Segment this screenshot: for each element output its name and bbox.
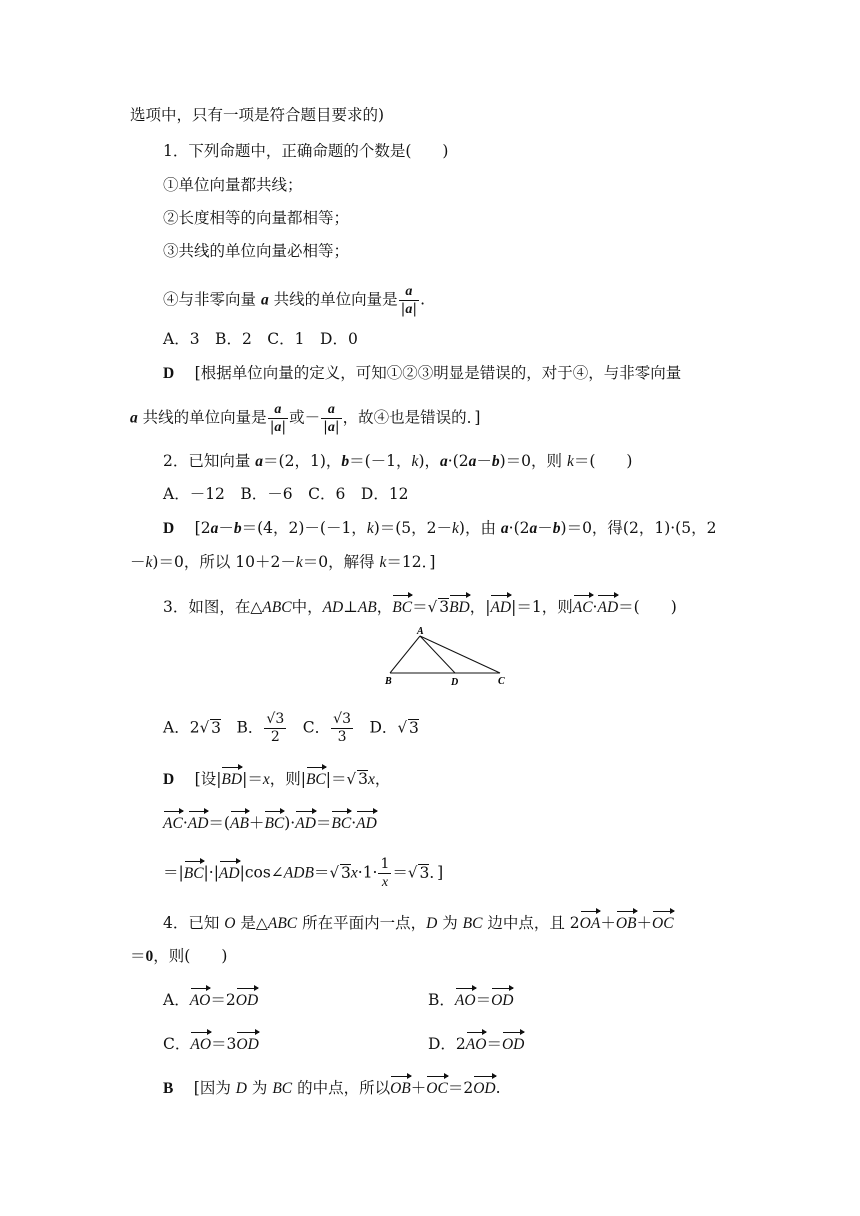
q2-stem: 2．已知向量 a＝(2，1)，b＝(－1，k)，a·(2a－b)＝0，则 k＝( ) [163,452,633,470]
q3-answer: D [163,771,175,788]
q1-statement-2: ②长度相等的向量都相等； [163,209,350,227]
fraction: $\frac{a}{|a|}$ [400,284,418,317]
q3-stem: 3．如图，在△ABC中，AD⊥AB，BC＝√ 3BD，|AD|＝1，则AC·AD＝( ) [163,596,677,619]
q1-options: A．3 B．2 C．1 D．0 [163,330,358,348]
q2-solution-line-2: －k)＝0，所以 10＋2－k＝0，解得 k＝12．] [130,553,436,571]
segment-ab [390,636,420,673]
q4-answer: B [163,1080,174,1097]
q1-answer: D [163,365,175,382]
q2-options: A．－12 B．－6 C．6 D．12 [163,485,409,503]
q1-statement-3: ③共线的单位向量必相等； [163,242,350,260]
label-D: D [451,677,459,688]
q1-statement-1: ①单位向量都共线； [163,176,303,194]
triangle-figure [380,626,520,690]
q2-answer: D [163,520,175,537]
q4-option-c: C．AO＝3OD [163,1033,259,1056]
q4-stem-line-2: ＝0，则( ) [130,947,228,965]
q4-solution: B [因为 D 为 BC 的中点，所以OB＋OC＝2OD. [163,1077,501,1100]
segment-ac [420,636,500,673]
q4-option-b: B．AO＝OD [428,989,513,1012]
q4-option-d: D．2AO＝OD [428,1033,524,1056]
q3-options: A．2√ 3 B． $\frac{√3}{2}$ C． $\frac{√3}{3}$ D．√ 3 [163,711,419,745]
label-A: A [417,626,424,637]
q3-solution-line-1: D [设|BD|＝x，则|BC|＝√ 3x， [163,768,390,791]
q3-solution-line-3: ＝|BC|·|AD|cos∠ADB＝√ 3x·1· $\frac{1}{x}$ ＝√ 3．] [163,856,444,890]
q4-stem-line-1: 4．已知 O 是△ABC 所在平面内一点，D 为 BC 边中点，且 2OA＋OB＋OC [163,912,674,935]
q1-stem: 1．下列命题中，正确命题的个数是( ) [163,142,449,160]
q1-statement-4: ④与非零向量 a 共线的单位向量是 $\frac{a}{|a|}$ . [163,284,425,317]
q1-solution-line-1: D [根据单位向量的定义，可知①②③明显是错误的，对于④，与非零向量 [163,364,682,382]
intro-text: 选项中，只有一项是符合题目要求的) [130,106,385,124]
q1-solution-line-2: a 共线的单位向量是 $\frac{a}{|a|}$ 或－ $\frac{a}{|a|}$ ，故④也是错误的．] [130,402,481,435]
q2-solution-line-1: D [2a－b＝(4，2)－(－1，k)＝(5，2－k)，由 a·(2a－b)＝0，得(2，1)·(5，2 [163,519,717,537]
segment-ad [420,636,455,673]
q3-solution-line-2: AC·AD＝(AB＋BC)·AD＝BC·AD [163,812,377,835]
label-C: C [498,676,505,687]
q4-option-a: A．AO＝2OD [163,989,258,1012]
label-B: B [385,676,392,687]
